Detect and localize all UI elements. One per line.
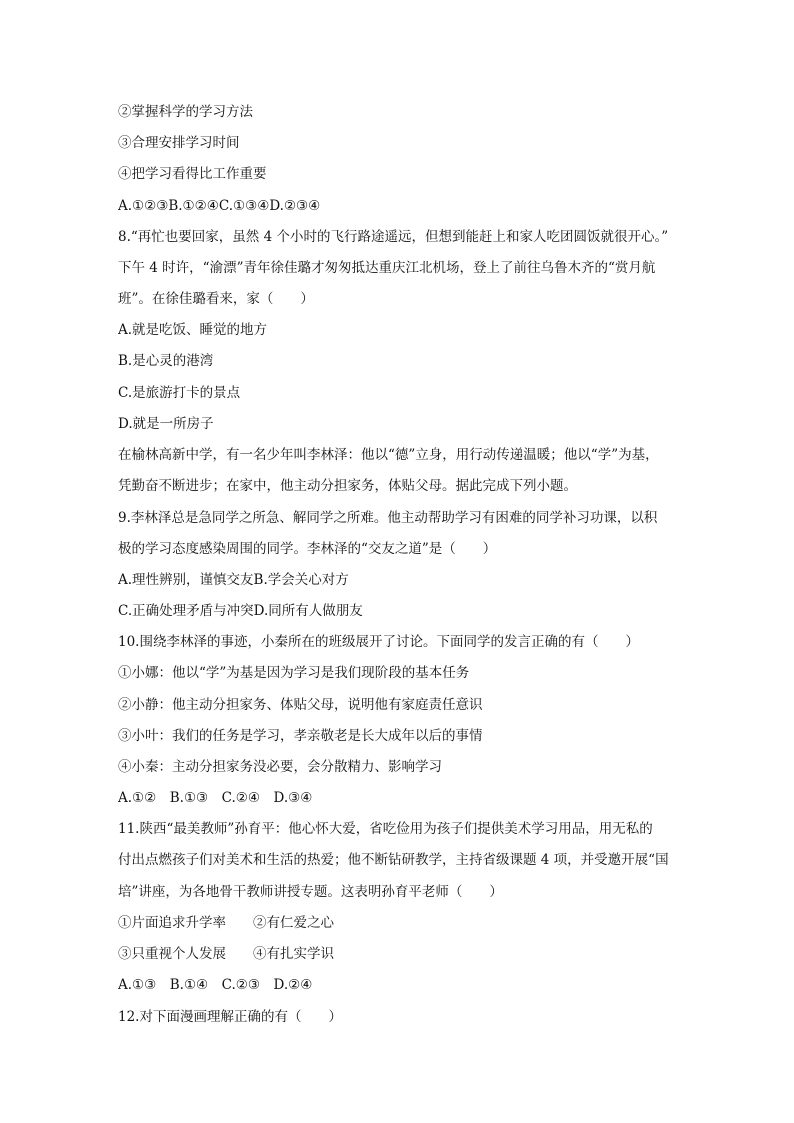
text-line: 12.对下面漫画理解正确的有（ ） <box>118 1009 342 1025</box>
text-line: ④把学习看得比工作重要 <box>118 166 267 182</box>
text-line: ②小静：他主动分担家务、体贴父母，说明他有家庭责任意识 <box>118 697 483 713</box>
text-line: A.①③ B.①④ C.②③ D.②④ <box>118 977 313 993</box>
text-line: 11.陕西“最美教师”孙育平：他心怀大爱，省吃俭用为孩子们提供美术学习用品，用无私的 <box>118 821 653 837</box>
text-line: 下午 4 时许，“渝漂”青年徐佳璐才匆匆抵达重庆江北机场，登上了前往乌鲁木齐的“赏月航 <box>118 260 656 276</box>
text-line: 8.“再忙也要回家，虽然 4 个小时的飞行路途遥远，但想到能赶上和家人吃团圆饭就很开心。” <box>118 229 669 245</box>
text-line: A.理性辨别，谨慎交友B.学会关心对方 <box>118 572 349 588</box>
text-line: A.就是吃饭、睡觉的地方 <box>118 322 268 338</box>
text-line: D.就是一所房子 <box>118 416 214 432</box>
text-line: B.是心灵的港湾 <box>118 353 214 369</box>
text-line: ②掌握科学的学习方法 <box>118 104 253 120</box>
text-line: 9.李林泽总是急同学之所急、解同学之所难。他主动帮助学习有困难的同学补习功课，以积 <box>118 510 658 526</box>
text-line: ①小娜：他以“学”为基是因为学习是我们现阶段的基本任务 <box>118 665 470 681</box>
text-line: 班”。在徐佳璐看来，家（ ） <box>118 291 314 307</box>
text-line: 在榆林高新中学，有一名少年叫李林泽：他以“德”立身，用行动传递温暖；他以“学”为基， <box>118 447 659 463</box>
text-line: 极的学习态度感染周围的同学。李林泽的“交友之道”是（ ） <box>118 541 497 557</box>
text-line: ①片面追求升学率 ②有仁爱之心 <box>118 915 334 931</box>
text-line: A.①② B.①③ C.②④ D.③④ <box>118 790 313 806</box>
text-line: 付出点燃孩子们对美术和生活的热爱；他不断钻研教学，主持省级课题 4 项，并受邀开展“国 <box>118 852 669 868</box>
text-line: A.①②③B.①②④C.①③④D.②③④ <box>118 198 321 214</box>
text-line: C.正确处理矛盾与冲突D.同所有人做朋友 <box>118 603 363 619</box>
text-line: ③只重视个人发展 ④有扎实学识 <box>118 946 334 962</box>
text-line: ③合理安排学习时间 <box>118 135 240 151</box>
text-line: 凭勤奋不断进步；在家中，他主动分担家务，体贴父母。据此完成下列小题。 <box>118 478 577 494</box>
text-line: ④小秦：主动分担家务没必要，会分散精力、影响学习 <box>118 759 442 775</box>
text-line: ③小叶：我们的任务是学习，孝亲敬老是长大成年以后的事情 <box>118 728 483 744</box>
text-line: C.是旅游打卡的景点 <box>118 385 241 401</box>
text-line: 培”讲座，为各地骨干教师讲授专题。这表明孙育平老师（ ） <box>118 884 503 900</box>
text-line: 10.围绕李林泽的事迹，小秦所在的班级展开了讨论。下面同学的发言正确的有（ ） <box>118 634 639 650</box>
